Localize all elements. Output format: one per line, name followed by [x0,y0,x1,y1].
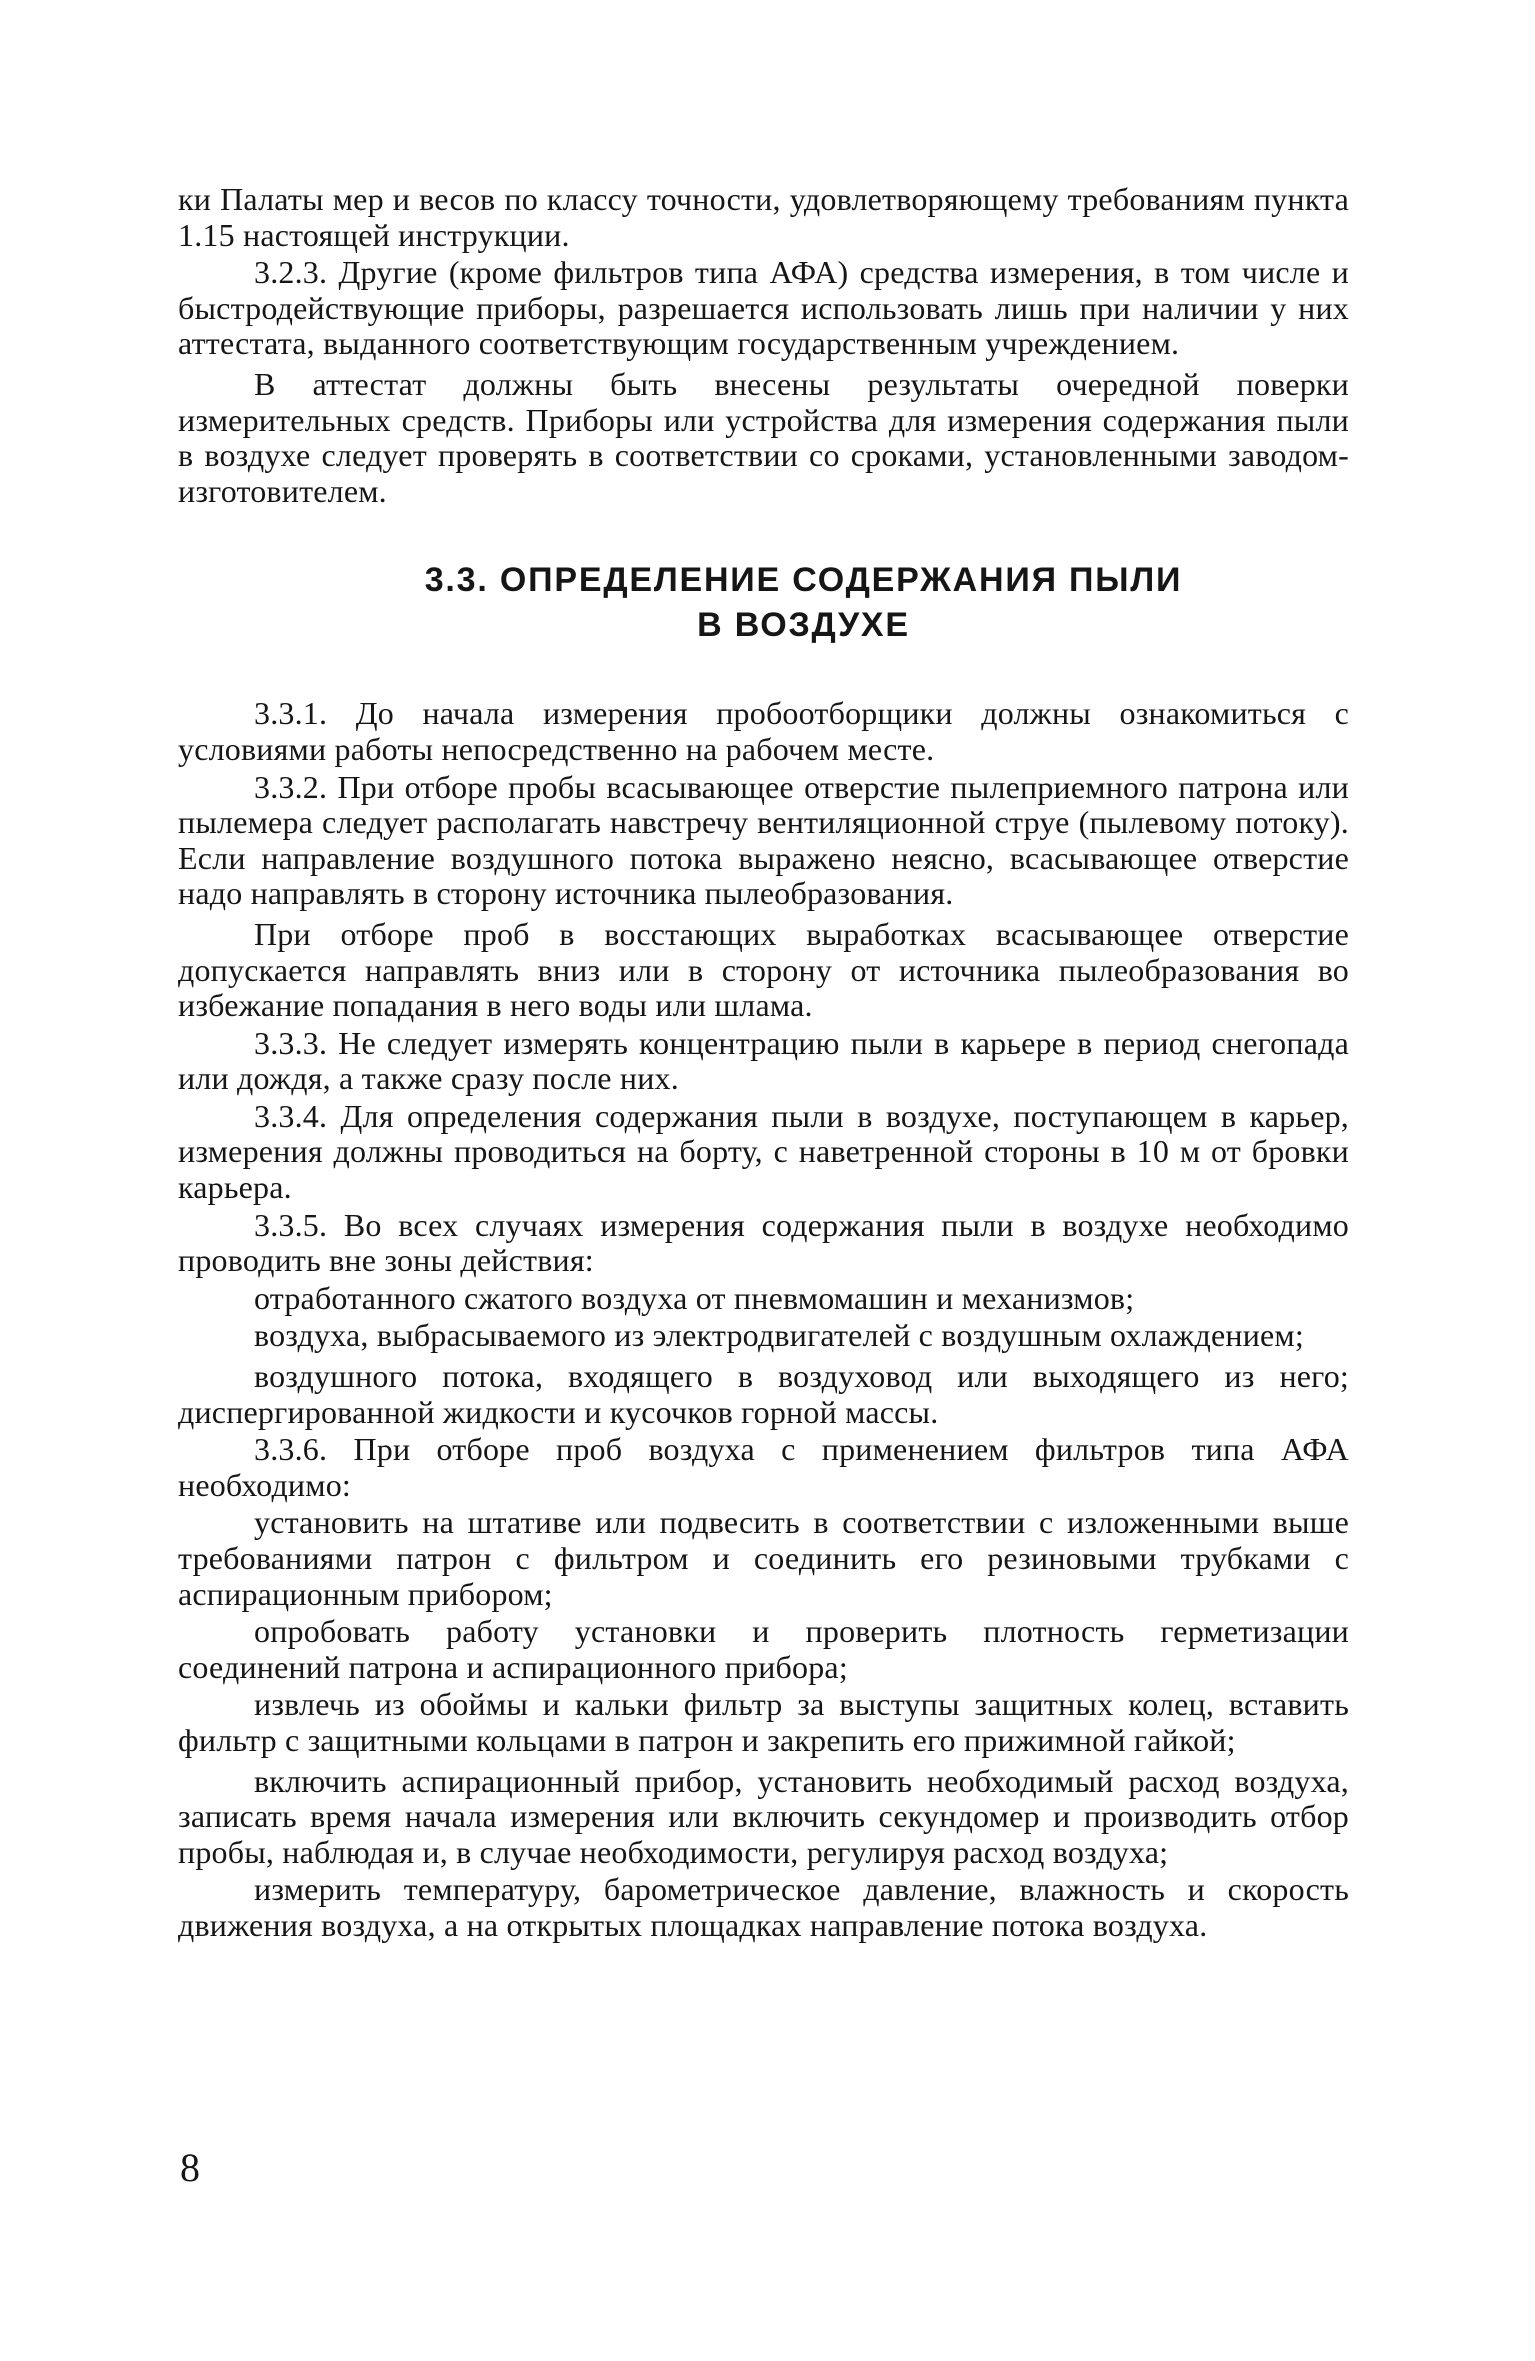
paragraph-3-3-1: 3.3.1. До начала измерения пробоотборщики должны ознакомиться с условиями работы непосредственно на рабочем месте. [178,695,1349,767]
list-item-compressed-air: отработанного сжатого воздуха от пневмомашин и механизмов; [254,1279,1135,1316]
list-item-install-tripod: установить на штативе или подвесить в соответствии с изложенными выше требованиями патрон с фильтром и соединить его резиновыми трубками с аспирационным прибором; [178,1504,1349,1612]
text-column [178,182,1349,1944]
paragraph-attestat: В аттестат должны быть внесены результаты очередной поверки измерительных средств. Приборы или устройства для измерения содержания пыли в воздухе следует проверять в соответствии со сроками, установленными заводом-изготовителем. [178,365,1349,509]
paragraph-3-3-6: 3.3.6. При отборе проб воздуха с применением фильтров типа АФА необходимо: [178,1431,1349,1503]
paragraph-3-3-4: 3.3.4. Для определения содержания пыли в воздухе, поступающем в карьер, измерения должны проводиться на борту, с наветренной стороны в 10 м от бровки карьера. [178,1097,1349,1206]
paragraph-3-3-3: 3.3.3. Не следует измерять концентрацию пыли в карьере в период снегопада или дождя, а также сразу после них. [178,1024,1349,1097]
paragraph-3-2-3: 3.2.3. Другие (кроме фильтров типа АФА) средства измерения, в том числе и быстродействующие приборы, разрешается использовать лишь при наличии у них аттестата, выданного соответствующим государственным учреждением. [178,254,1349,362]
list-item-motor-air: воздуха, выбрасываемого из электродвигателей с воздушным охлаждением; [254,1317,1304,1354]
paragraph-continuation: ки Палаты мер и весов по классу точности, удовлетворяющему требованиям пункта 1.15 настоящей инструкции. [178,181,1349,253]
list-item-test-setup: опробовать работу установки и проверить плотность герметизации соединений патрона и аспирационного прибора; [178,1613,1349,1685]
section-heading-line-2: В ВОЗДУХЕ [697,606,910,645]
list-item-air-flow: воздушного потока, входящего в воздуховод или выходящего из него; диспергированной жидкости и кусочков горной массы. [178,1358,1349,1430]
section-heading [178,558,1349,648]
page-number: 8 [180,2145,200,2190]
paragraph-raise-workings: При отборе проб в восстающих выработках всасывающее отверстие допускается направлять вниз или в сторону от источника пылеобразования во избежание попадания в него воды или шлама. [178,915,1349,1024]
section-heading-line-1: 3.3. ОПРЕДЕЛЕНИЕ СОДЕРЖАНИЯ ПЫЛИ [424,561,1183,600]
list-item-insert-filter: извлечь из обоймы и кальки фильтр за выступы защитных колец, вставить фильтр с защитными кольцами в патрон и закрепить его прижимной гайкой; [178,1686,1349,1758]
list-item-measure-conditions: измерить температуру, барометрическое давление, влажность и скорость движения воздуха, а на открытых площадках направление потока воздуха. [178,1871,1349,1943]
list-item-start-aspirator: включить аспирационный прибор, установить необходимый расход воздуха, записать время начала измерения или включить секундомер и производить отбор пробы, наблюдая и, в случае необходимости, регулируя расход воздуха; [178,1762,1349,1870]
paragraph-3-3-5: 3.3.5. Во всех случаях измерения содержания пыли в воздухе необходимо проводить вне зоны действия: [178,1206,1349,1279]
paragraph-3-3-2: 3.3.2. При отборе пробы всасывающее отверстие пылеприемного патрона или пылемера следует располагать навстречу вентиляционной струе (пылевому потоку). Если направление воздушного потока выражено неясно, всасывающее отверстие надо направлять в сторону источника пылеобразования. [178,768,1349,912]
